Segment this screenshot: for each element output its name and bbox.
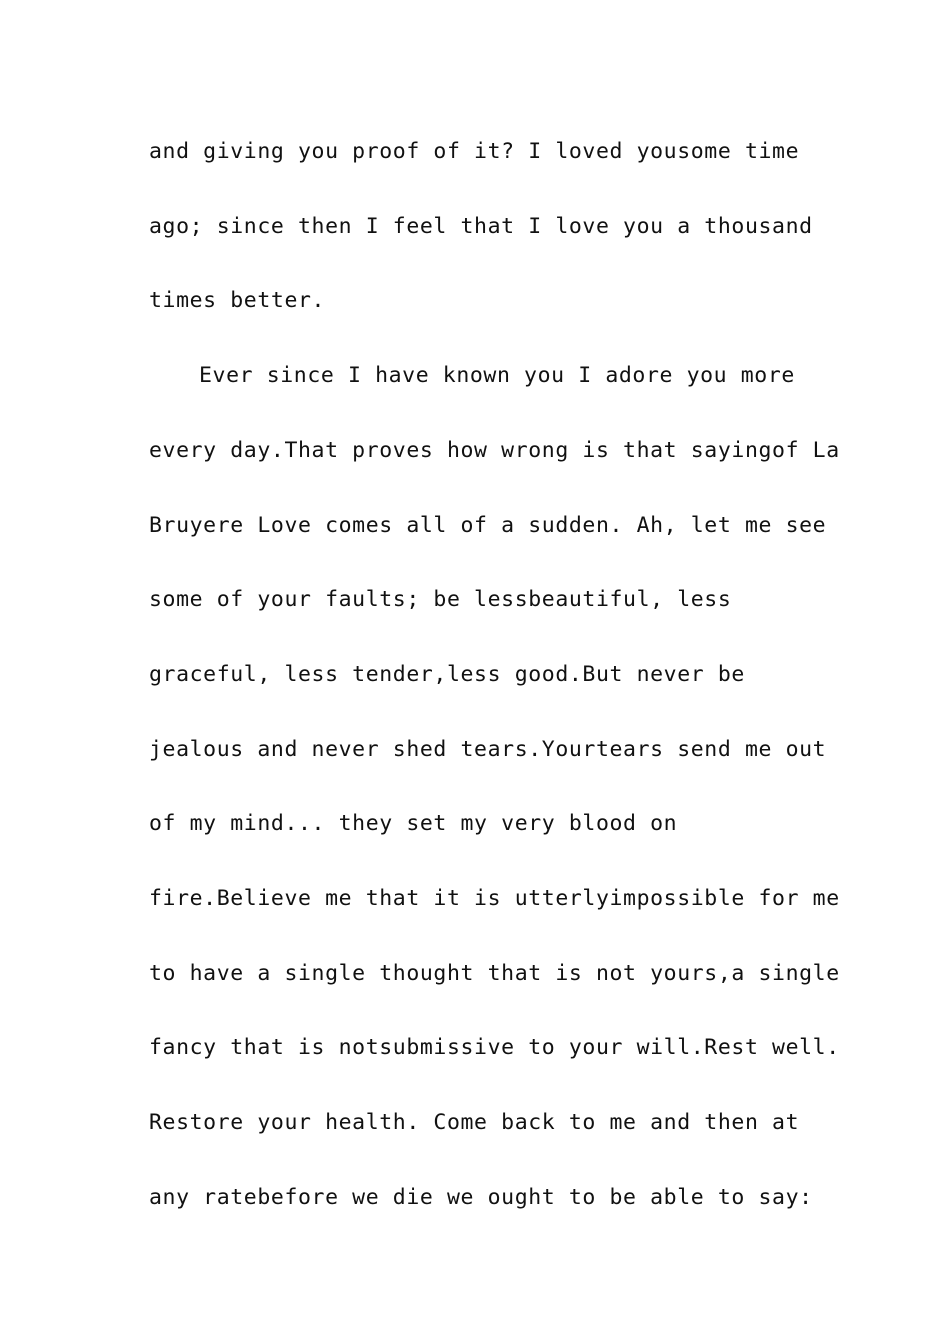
text-line: fancy that is notsubmissive to your will.Rest well. [149, 1035, 840, 1060]
text-line: Restore your health. Come back to me and then at [149, 1110, 800, 1135]
text-line: Bruyere Love comes all of a sudden. Ah, let me see [149, 513, 827, 538]
text-line: some of your faults; be lessbeautiful, less [149, 587, 732, 612]
paragraph-first-line: Ever since I have known you I adore you more [199, 363, 795, 388]
text-line: any ratebefore we die we ought to be able to say: [149, 1185, 813, 1210]
text-line: times better. [149, 288, 326, 313]
text-line: to have a single thought that is not yours,a single [149, 961, 840, 986]
text-line: jealous and never shed tears.Yourtears send me out [149, 737, 827, 762]
text-line: ago; since then I feel that I love you a thousand [149, 214, 813, 239]
text-line: graceful, less tender,less good.But never be [149, 662, 745, 687]
text-line: every day.That proves how wrong is that sayingof La [149, 438, 840, 463]
text-line: fire.Believe me that it is utterlyimpossible for me [149, 886, 840, 911]
text-line: and giving you proof of it? I loved yousome time [149, 139, 800, 164]
text-line: of my mind... they set my very blood on [149, 811, 678, 836]
